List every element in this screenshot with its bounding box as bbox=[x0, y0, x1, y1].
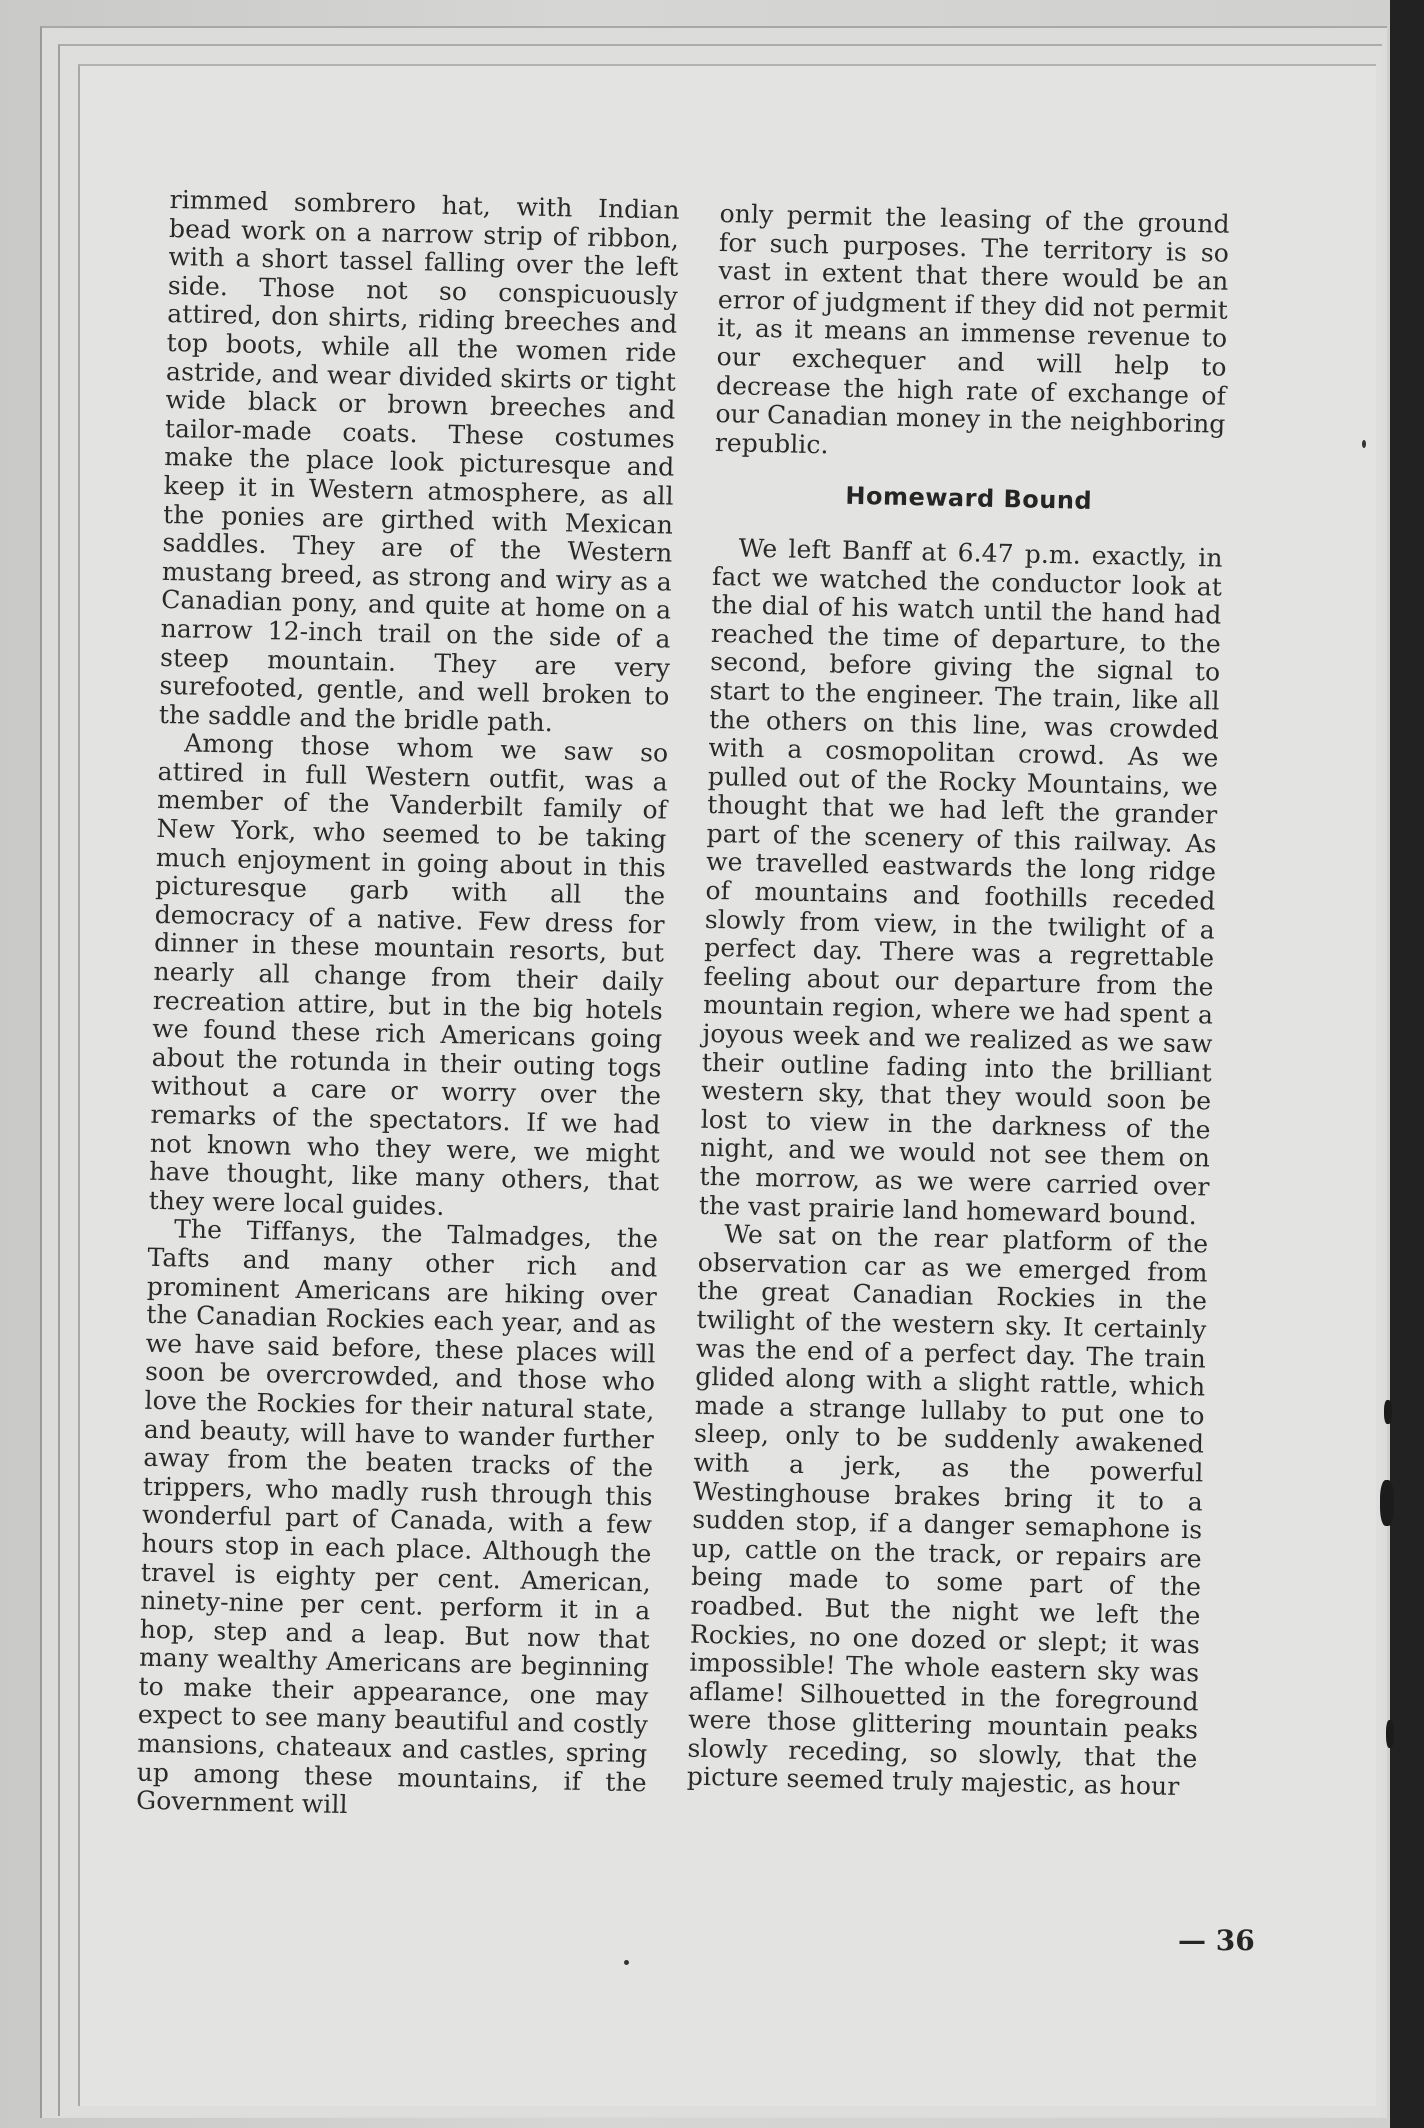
scan-right-edge bbox=[1390, 0, 1424, 2128]
paragraph: only permit the leasing of the ground for such purposes. The territory is so vast in extent that there would be an error of judgment if they did not permit it, as it means an immense revenue to our exchequer and will help to decrease the high rate of exchange of our Canadian money in the neighboring republic. bbox=[714, 199, 1230, 460]
right-column bbox=[687, 200, 1230, 1802]
page-edge-mark bbox=[1384, 1400, 1392, 1424]
dust-speck bbox=[1362, 440, 1366, 448]
page-number: — 36 bbox=[1178, 1924, 1255, 1957]
page-edge-mark bbox=[1380, 1480, 1394, 1526]
paragraph: We left Banff at 6.47 p.m. exactly, in fact we watched the conductor look at the dial of his watch until the hand had reached the time of departure, to the second, before giving the signal to start to the engineer. The train, like all the others on this line, was crowded with a cosmopolitan crowd. As we pulled out of the Rocky Mountains, we thought that we had left the grander part of the scenery of this railway. As we travelled eastwards the long ridge of mountains and foothills receded slowly from view, in the twilight of a perfect day. There was a regrettable feeling about our departure from the mountain region, where we had spent a joyous week and we realized as we saw their outline fading into the brilliant western sky, that they would soon be lost to view in the darkness of the night, and we would not see them on the morrow, as we were carried over the vast prairie land homeward bound. bbox=[698, 533, 1223, 1230]
paragraph: The Tiffanys, the Talmadges, the Tafts and many other rich and prominent Americans are hiking over the Canadian Rockies each year, and as we have said before, these places will soon be overcrowded, and those who love the Rockies for their natural state, and beauty, will have to wander further away from the beaten tracks of the trippers, who madly rush through this wonderful part of Canada, with a few hours stop in each place. Although the travel is eighty per cent. American, ninety-nine per cent. perform it in a hop, step and a leap. But now that many wealthy Americans are beginning to make their appearance, one may expect to see many beautiful and costly mansions, chateaux and castles, spring up among these mountains, if the Government will bbox=[135, 1214, 659, 1820]
page-edge-mark bbox=[1386, 1720, 1394, 1748]
paragraph: We sat on the rear platform of the observation car as we emerged from the great Canadian Rockies in the twilight of the western sky. It certainly was the end of a perfect day. The train glided along with a slight rattle, which made a strange lullaby to put one to sleep, only to be suddenly awakened with a jerk, as the powerful Westinghouse brakes bring it to a sudden stop, if a danger semaphone is up, cattle on the track, or repairs are being made to some part of the roadbed. But the night we left the Rockies, no one dozed or slept; it was impossible! The whole eastern sky was aflame! Silhouetted in the foreground were those glittering mountain peaks slowly receding, so slowly, that the picture seemed truly majestic, as hour bbox=[686, 1219, 1209, 1802]
dust-speck bbox=[624, 1960, 629, 1965]
left-column bbox=[136, 186, 680, 1826]
paragraph: rimmed sombrero hat, with Indian bead work on a narrow strip of ribbon, with a short tassel falling over the left side. Those not so conspicuously attired, don shirts, riding breeches and top boots, while all the women ride astride, and wear divided skirts or tight wide black or brown breeches and tailor-made coats. These costumes make the place look picturesque and keep it in Western atmosphere, as all the ponies are girthed with Mexican saddles. They are of the Western mustang breed, as strong and wiry as a Canadian pony, and quite at home on a narrow 12-inch trail on the side of a steep mountain. They are very surefooted, gentle, and well broken to the saddle and the bridle path. bbox=[158, 185, 680, 737]
section-heading: Homeward Bound bbox=[845, 482, 1093, 516]
paragraph: Among those whom we saw so attired in full Western outfit, was a member of the Vanderbilt family of New York, who seemed to be taking much enjoyment in going about in this picturesque garb with all the democracy of a native. Few dress for dinner in these mountain resorts, but nearly all change from their daily recreation attire, but in the big hotels we found these rich Americans going about the rotunda in their outing togs without a care or worry over the remarks of the spectators. If we had not known who they were, we might have thought, like many others, that they were local guides. bbox=[148, 728, 669, 1221]
